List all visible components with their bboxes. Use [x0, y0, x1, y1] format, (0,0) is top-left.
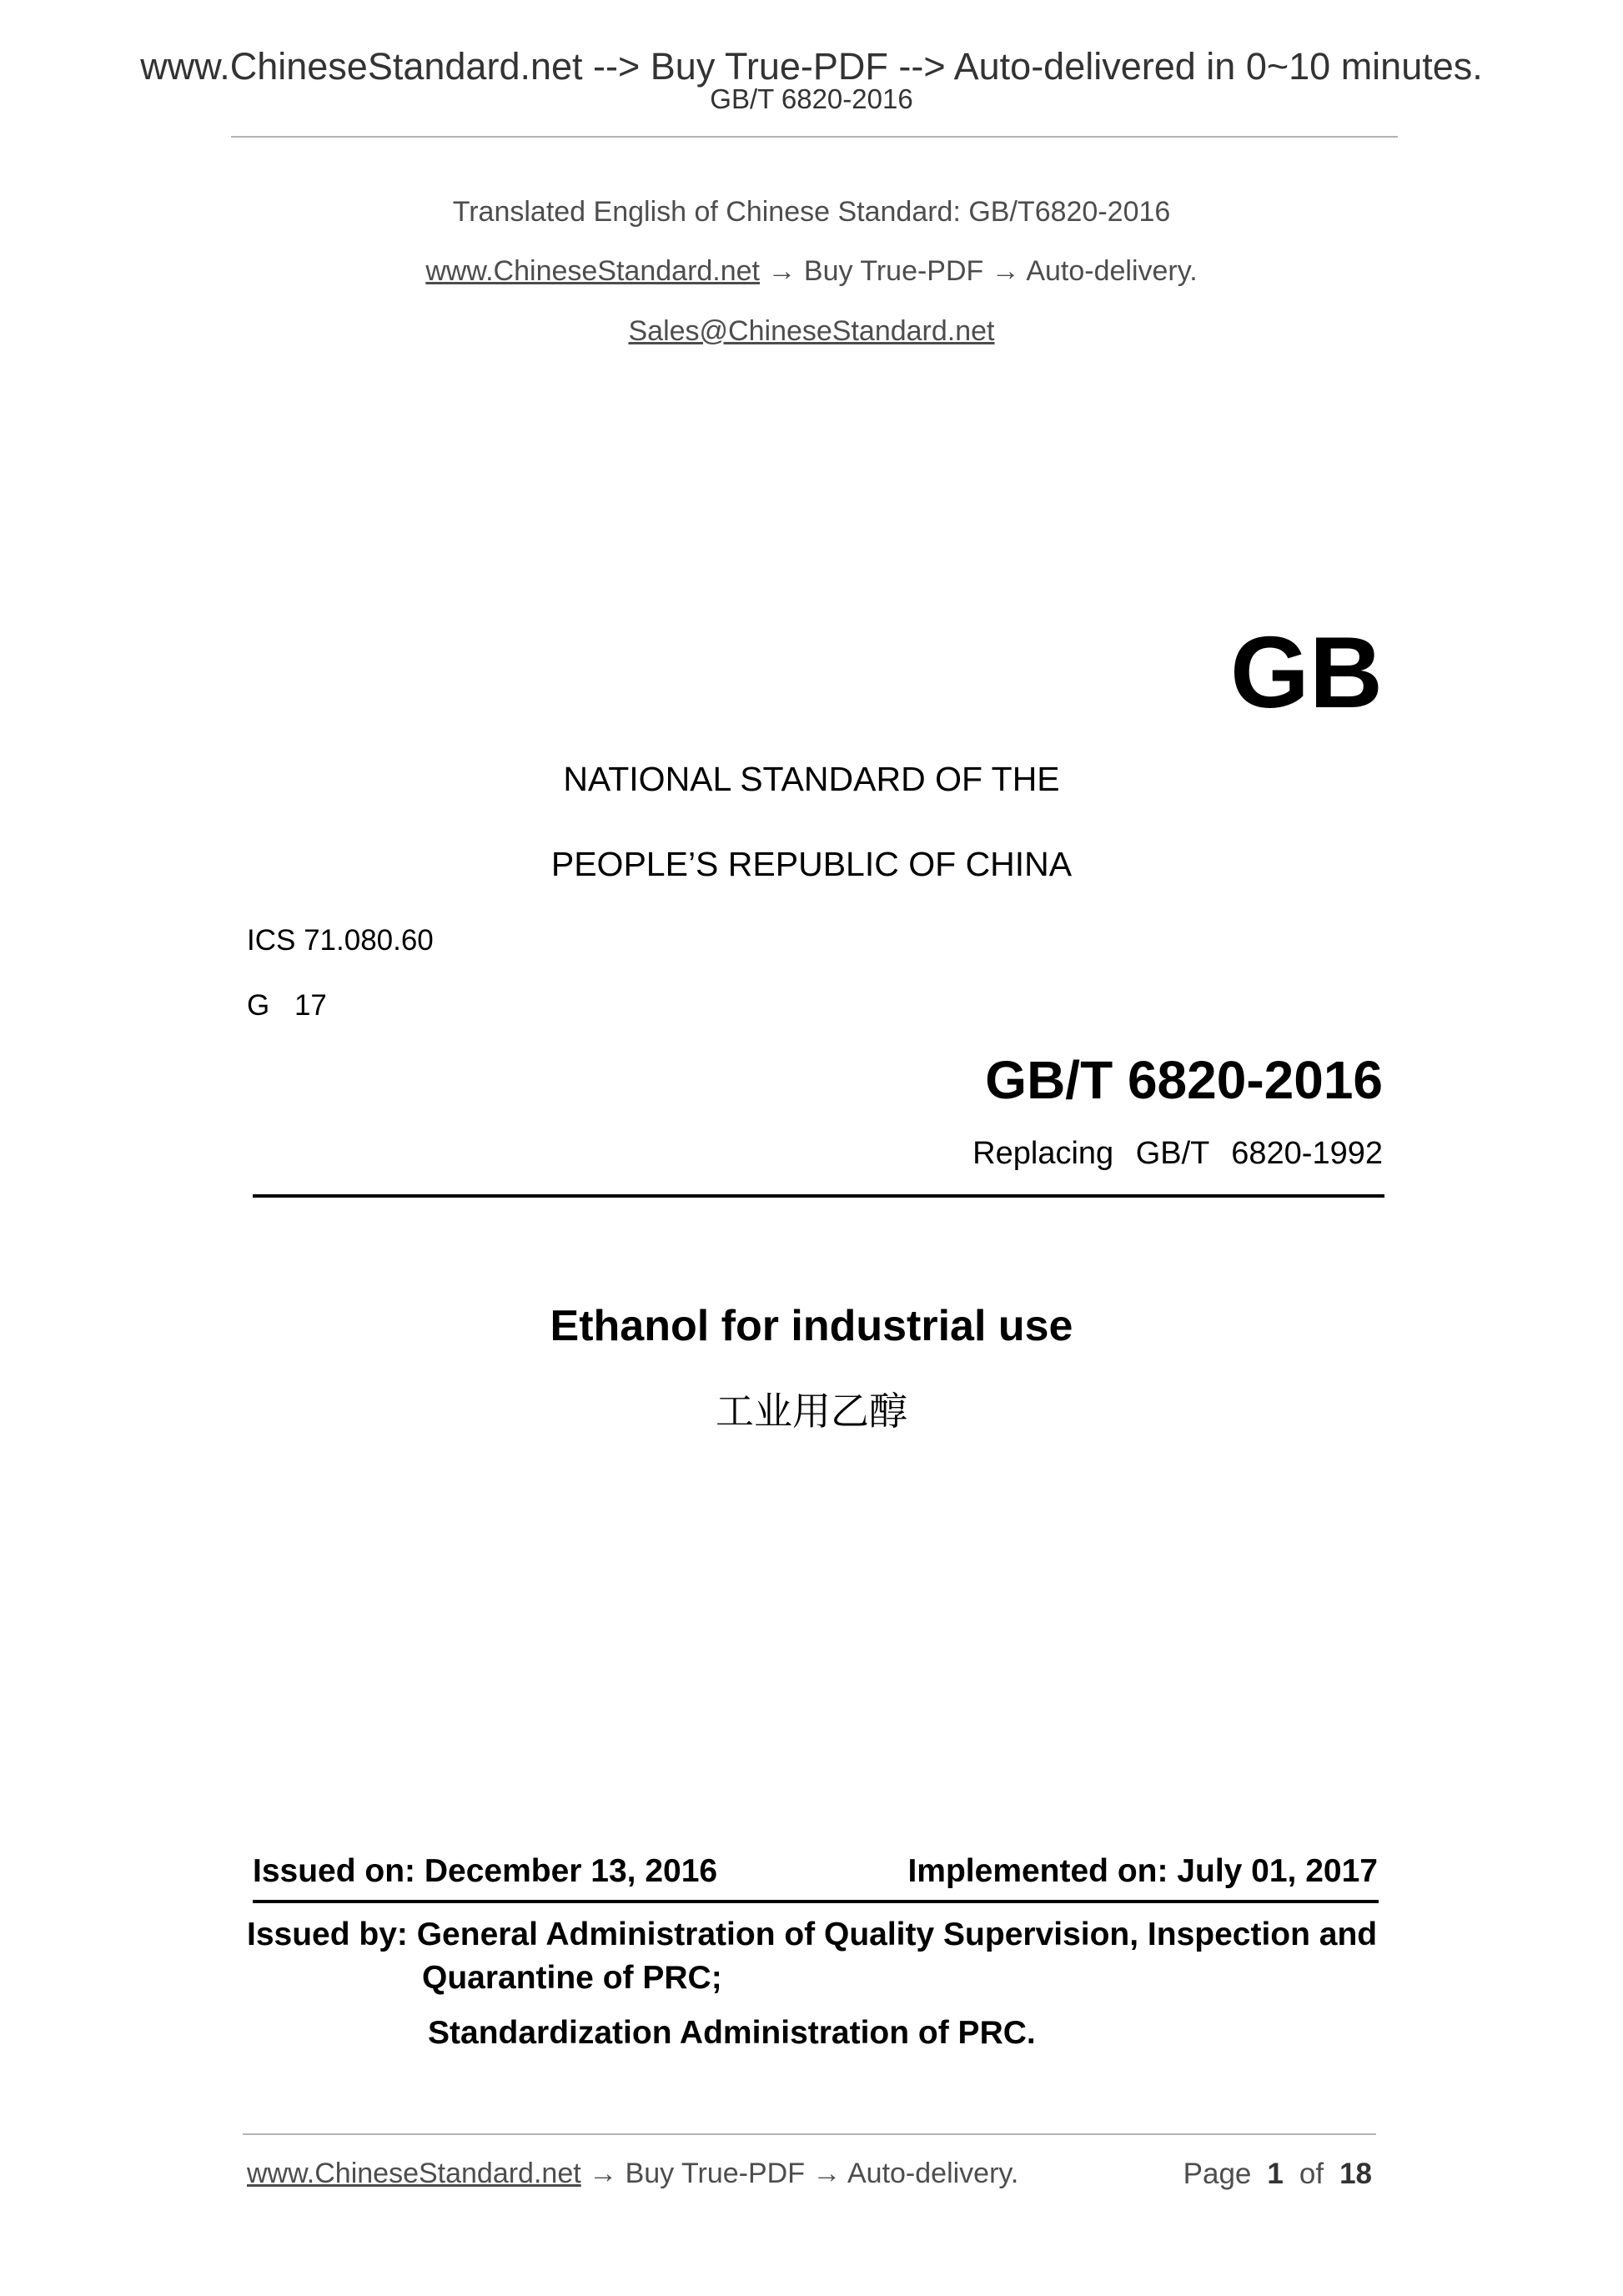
- issued-by-line-1: Issued by: General Administration of Quality Supervision, Inspection and: [247, 1917, 1378, 1952]
- issued-by-line-2: Quarantine of PRC;: [422, 1960, 722, 1996]
- sales-email-line: [0, 317, 1623, 345]
- issuance-rule: [253, 1900, 1379, 1903]
- ccs-code: G 17: [247, 989, 327, 1022]
- page-of-label: of: [1299, 2158, 1324, 2190]
- translated-label: Translated English of Chinese Standard: GB/T6820-2016: [452, 196, 1171, 228]
- document-title-zh: 工业用乙醇: [716, 1389, 907, 1434]
- site-link[interactable]: www.ChineseStandard.net: [425, 255, 761, 287]
- national-standard-line-1: NATIONAL STANDARD OF THE: [563, 760, 1060, 798]
- issued-by-line-3: Standardization Administration of PRC.: [428, 2015, 1036, 2051]
- page-current: 1: [1267, 2158, 1284, 2190]
- standard-number: GB/T 6820-2016: [985, 1050, 1383, 1110]
- ics-code: ICS 71.080.60: [247, 924, 434, 957]
- footer-purchase-text: → Buy True-PDF → Auto-delivery.: [580, 2158, 1019, 2189]
- footer-site-link[interactable]: www.ChineseStandard.net: [247, 2158, 581, 2189]
- purchase-line: [0, 257, 1623, 285]
- title-rule: [253, 1194, 1384, 1198]
- purchase-text: → Buy True-PDF → Auto-delivery.: [760, 255, 1198, 287]
- footer-purchase-line: [247, 2159, 1018, 2188]
- sales-email-link[interactable]: Sales@ChineseStandard.net: [628, 315, 995, 347]
- footer-rule: [243, 2133, 1376, 2135]
- replaces-standard: Replacing GB/T 6820-1992: [972, 1136, 1383, 1171]
- header-rule: [231, 136, 1398, 138]
- page-label: Page: [1183, 2158, 1252, 2190]
- gb-logo-mark: GB: [1230, 615, 1383, 729]
- page-total: 18: [1339, 2158, 1372, 2190]
- page-indicator: [1183, 2159, 1372, 2188]
- national-standard-line-2: PEOPLE’S REPUBLIC OF CHINA: [550, 845, 1073, 883]
- header-banner: www.ChineseStandard.net --> Buy True-PDF --> Auto-delivered in 0~10 minutes.: [140, 45, 1483, 88]
- header-doc-code: GB/T 6820-2016: [710, 83, 913, 114]
- document-title-en: Ethanol for industrial use: [550, 1302, 1073, 1350]
- issued-on-date: Issued on: December 13, 2016: [253, 1853, 718, 1889]
- implemented-on-date: Implemented on: July 01, 2017: [907, 1853, 1378, 1889]
